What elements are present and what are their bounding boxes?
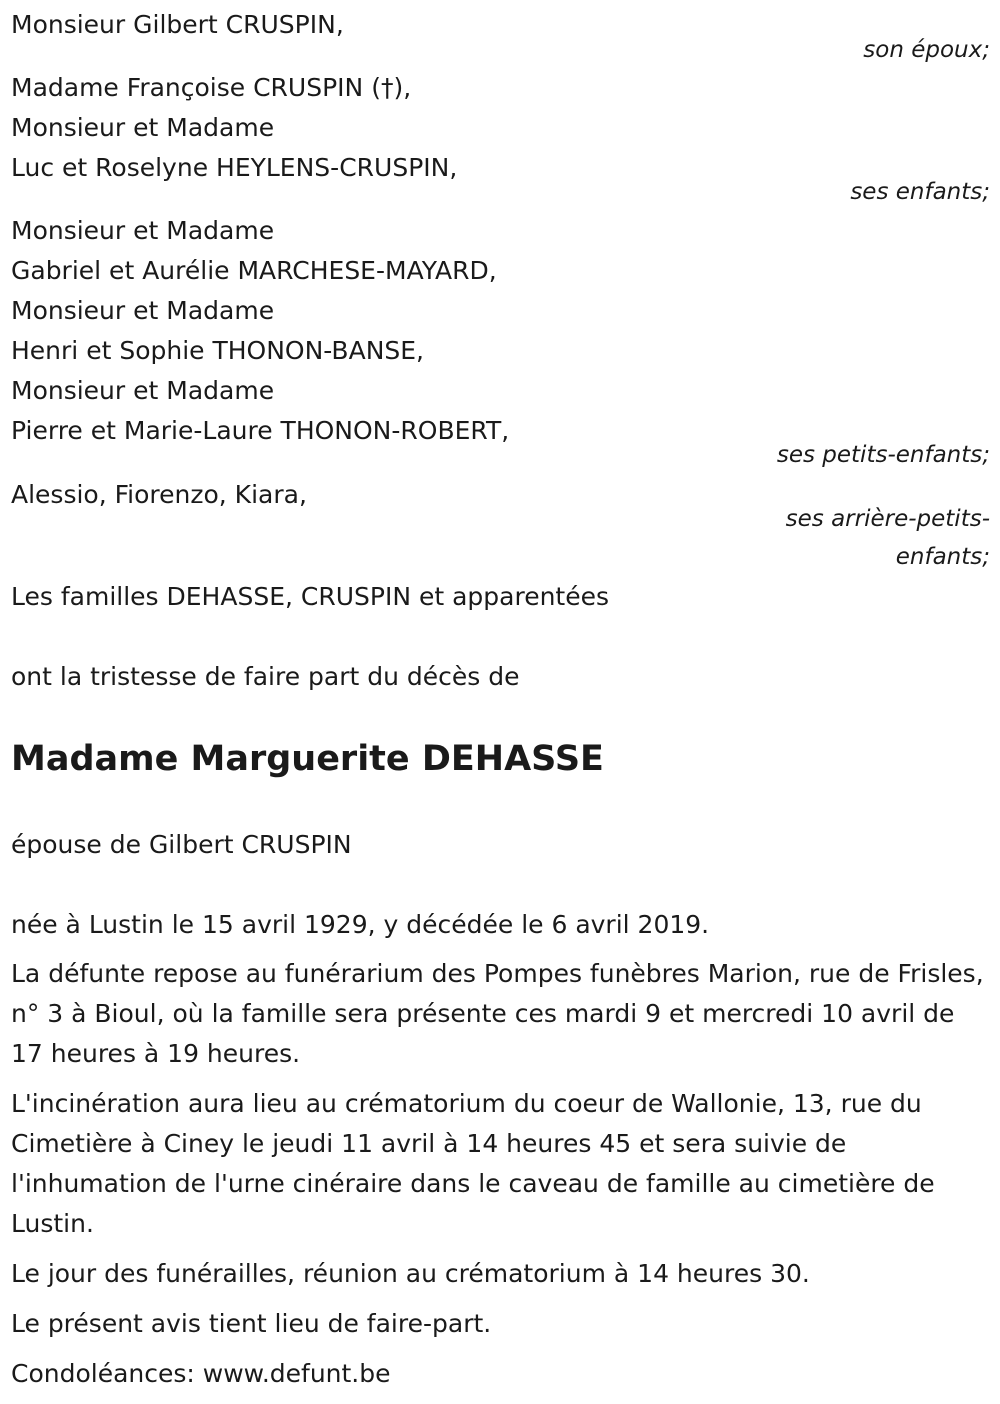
deceased-spouse: épouse de Gilbert CRUSPIN bbox=[11, 830, 352, 859]
paragraph-notice: Le présent avis tient lieu de faire-part. bbox=[11, 1309, 492, 1338]
family-line-families: Les familles DEHASSE, CRUSPIN et apparentées bbox=[11, 582, 610, 611]
family-line-grandchild-3a: Monsieur et Madame bbox=[11, 376, 275, 405]
deceased-name: Madame Marguerite DEHASSE bbox=[11, 739, 604, 779]
role-grandchildren: ses petits-enfants; bbox=[776, 442, 990, 468]
announcement-text: ont la tristesse de faire part du décès de bbox=[11, 662, 520, 691]
role-great-grandchildren-a: ses arrière-petits- bbox=[785, 506, 990, 532]
role-children: ses enfants; bbox=[850, 179, 990, 205]
paragraph-condolences: Condoléances: www.defunt.be bbox=[11, 1359, 391, 1388]
family-line-spouse: Monsieur Gilbert CRUSPIN, bbox=[11, 10, 344, 39]
family-line-great-grandchildren: Alessio, Fiorenzo, Kiara, bbox=[11, 480, 307, 509]
family-line-child-1: Madame Françoise CRUSPIN (†), bbox=[11, 73, 412, 102]
family-line-child-2a: Monsieur et Madame bbox=[11, 113, 275, 142]
family-line-grandchild-2a: Monsieur et Madame bbox=[11, 296, 275, 325]
deceased-dates: née à Lustin le 15 avril 1929, y décédée le 6 avril 2019. bbox=[11, 910, 710, 939]
role-spouse: son époux; bbox=[863, 37, 990, 63]
role-great-grandchildren-b: enfants; bbox=[895, 544, 990, 570]
paragraph-funeral-day: Le jour des funérailles, réunion au crématorium à 14 heures 30. bbox=[11, 1259, 810, 1288]
paragraph-funerarium: La défunte repose au funérarium des Pompes funèbres Marion, rue de Frisles, n° 3 à Bioul, où la famille sera présente ces mardi 9 et mercredi 10 avril de 17 heures à 19 heures. bbox=[11, 959, 984, 1068]
paragraph-incineration: L'incinération aura lieu au crématorium du coeur de Wallonie, 13, rue du Cimetière à Ciney le jeudi 11 avril à 14 heures 45 et sera suivie de l'inhumation de l'urne cinéraire dans le caveau de famille au cimetière de Lustin. bbox=[11, 1089, 935, 1238]
family-line-child-2b: Luc et Roselyne HEYLENS-CRUSPIN, bbox=[11, 153, 458, 182]
family-line-grandchild-1b: Gabriel et Aurélie MARCHESE-MAYARD, bbox=[11, 256, 497, 285]
family-line-grandchild-1a: Monsieur et Madame bbox=[11, 216, 275, 245]
family-line-grandchild-2b: Henri et Sophie THONON-BANSE, bbox=[11, 336, 425, 365]
family-line-grandchild-3b: Pierre et Marie-Laure THONON-ROBERT, bbox=[11, 416, 510, 445]
